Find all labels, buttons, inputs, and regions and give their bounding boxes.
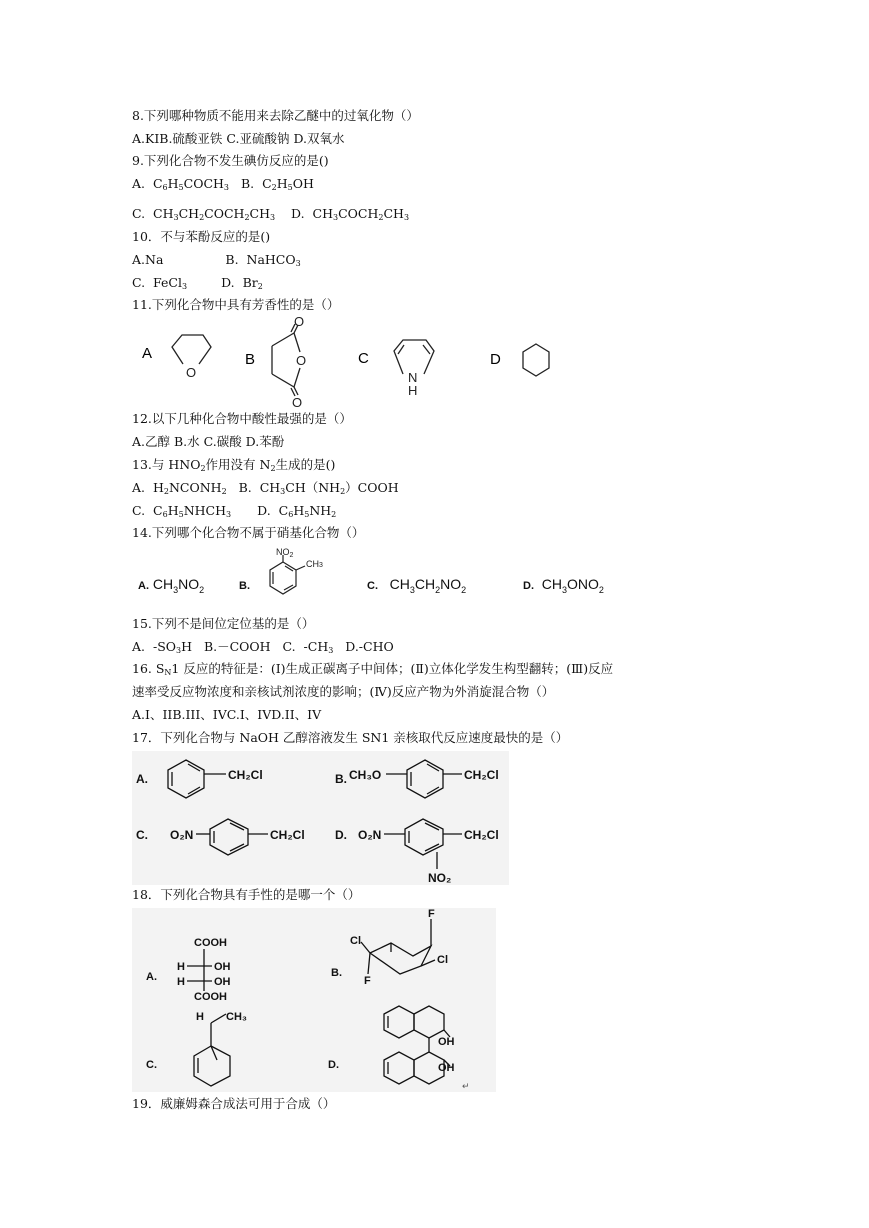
q11-b-ring-oxygen: O xyxy=(296,353,307,368)
q9-a-label: A. xyxy=(132,176,146,191)
q19-stem: 19．威廉姆森合成法可用于合成（） xyxy=(132,1096,336,1111)
q15-stem: 15.下列不是间位定位基的是（） xyxy=(132,616,315,631)
q9-c-formula: $CH_3CH_2COCH_2CH_3$ xyxy=(153,206,276,222)
q11-structures xyxy=(132,316,572,408)
q12-stem: 12.以下几种化合物中酸性最强的是（） xyxy=(132,411,352,426)
q15-d: D.-CHO xyxy=(345,639,394,654)
q16-line2: 速率受反应物浓度和亲核试剂浓度的影响；(Ⅳ)反应产物为外消旋混合物（） xyxy=(132,684,555,699)
q9-d-label: D. xyxy=(291,206,305,221)
q18-label-c: C. xyxy=(146,1059,157,1071)
q17-c-ch2cl: CH₂Cl xyxy=(270,828,305,842)
q14-a-label: A. xyxy=(138,580,149,592)
q17-label-b: B. xyxy=(335,772,347,786)
q14-d-formula: $CH_3ONO_2$ xyxy=(541,576,604,595)
q18-b-f-top: F xyxy=(428,908,435,920)
q15-a-formula: $-SO_3H$ xyxy=(152,639,193,655)
q17-label-d: D. xyxy=(335,828,347,842)
q12-options: A.乙醇 B.水 C.碳酸 D.苯酚 xyxy=(132,434,285,449)
q9-options-cd xyxy=(132,206,409,222)
q14-stem: 14.下列哪个化合物不属于硝基化合物（） xyxy=(132,525,365,540)
q17-b-ch3o: CH₃O xyxy=(349,768,382,782)
q11-pyrrole-ring xyxy=(394,340,434,374)
q9-c-label: C. xyxy=(132,206,146,221)
q14-option-a xyxy=(138,576,204,595)
q16-line1: 16. $S_N1$ 反应的特征是：(Ⅰ)生成正碳离子中间体；(Ⅱ)立体化学发生构型翻转；(Ⅲ)反应 xyxy=(132,661,614,677)
q13-c-formula: $C_6H_5NHCH_3$ xyxy=(153,503,232,519)
q15-a-label: A. xyxy=(132,639,146,654)
q10-c-label: C. xyxy=(132,275,146,290)
q18-label-a: A. xyxy=(146,971,157,983)
q13-stem: 13.与 $HNO_2$作用没有 $N_2$生成的是() xyxy=(132,457,336,473)
q13-options-cd xyxy=(132,503,336,519)
q15-b: B.－COOH xyxy=(203,639,271,654)
q17-d-no2: NO₂ xyxy=(428,871,452,885)
q18-a-cooh-top: COOH xyxy=(194,937,227,949)
q18-stem: 18．下列化合物具有手性的是哪一个（） xyxy=(132,887,361,902)
q18-c-h: H xyxy=(196,1011,204,1023)
q14-c-label: C. xyxy=(367,580,378,592)
q14-b-structure xyxy=(258,547,338,609)
q9-options-ab xyxy=(132,176,314,192)
q17-d-ch2cl: CH₂Cl xyxy=(464,828,499,842)
q15-c-formula: $-CH_3$ xyxy=(303,639,334,655)
q18-c-ch3: CH₃ xyxy=(226,1011,247,1023)
q11-label-d: D xyxy=(490,351,501,368)
q13-d-formula: $C_6H_5NH_2$ xyxy=(278,503,337,519)
q14-d-label: D. xyxy=(523,580,534,592)
q18-a-oh2: OH xyxy=(214,976,231,988)
q14-b-no2: $NO_2$ xyxy=(276,547,294,559)
q13-d-label: D. xyxy=(257,503,271,518)
q11-b-top-oxygen: O xyxy=(294,316,305,329)
q11-cyclohexane-ring xyxy=(523,344,549,376)
q17-label-a: A. xyxy=(136,772,148,786)
q11-label-c: C xyxy=(358,350,369,367)
q17-a-ch2cl: CH₂Cl xyxy=(228,768,263,782)
q15-c-label: C. xyxy=(282,639,296,654)
q14-c-formula: $CH_3CH_2NO_2$ xyxy=(389,576,467,595)
q11-label-a: A xyxy=(142,345,153,362)
q9-a-formula: $C_6H_5COCH_3$ xyxy=(152,176,230,192)
q17-b-ch2cl: CH₂Cl xyxy=(464,768,499,782)
q17-label-c: C. xyxy=(136,828,148,842)
q13-a-formula: $H_2NCONH_2$ xyxy=(152,480,227,496)
q18-a-h2: H xyxy=(177,976,185,988)
q14-option-c xyxy=(367,576,466,595)
q8-options: A.KIB.硫酸亚铁 C.亚硫酸钠 D.双氧水 xyxy=(132,131,345,146)
q11-c-nitrogen: N xyxy=(408,370,418,385)
q9-stem: 9.下列化合物不发生碘仿反应的是() xyxy=(132,153,329,168)
q9-b-formula: $C_2H_5OH$ xyxy=(262,176,314,192)
q14-b-ch3: CH3 xyxy=(306,559,323,569)
q13-b-formula: $CH_3CH(NH_2)COOH$ xyxy=(259,480,399,496)
q16-options: A.I、IIB.III、IVC.I、IVD.II、IV xyxy=(132,707,322,722)
q11-label-b: B xyxy=(245,351,256,368)
q18-b-f-bottom: F xyxy=(364,975,371,987)
q17-structures xyxy=(132,751,509,885)
q13-options-ab xyxy=(132,480,399,496)
q11-b-bottom-oxygen: O xyxy=(292,395,303,408)
q13-b-label: B. xyxy=(238,480,252,495)
q10-b-label: B. xyxy=(225,252,239,267)
q14-b-benzene-ring xyxy=(270,562,296,594)
q18-structures xyxy=(132,908,496,1092)
q13-a-label: A. xyxy=(132,480,146,495)
q10-c-formula: FeCl$_3$ xyxy=(153,275,188,291)
q18-d-oh-bottom: OH xyxy=(438,1062,455,1074)
q10-a: A.Na xyxy=(132,252,164,267)
q11-a-oxygen: O xyxy=(186,365,197,380)
return-mark-icon: ↵ xyxy=(462,1081,470,1091)
q9-b-label: B. xyxy=(240,176,255,191)
q18-b-cl-right: Cl xyxy=(437,954,448,966)
q11-stem: 11.下列化合物中具有芳香性的是（） xyxy=(132,297,340,312)
q8-stem: 8.下列哪种物质不能用来去除乙醚中的过氧化物（） xyxy=(132,108,419,123)
q10-options-cd xyxy=(132,275,263,291)
q10-d-label: D. xyxy=(221,275,235,290)
q17-c-o2n: O₂N xyxy=(170,828,194,842)
q10-d-formula: $Br_2$ xyxy=(242,275,263,291)
q10-b-formula: NaHCO$_3$ xyxy=(246,252,301,268)
q18-b-cl-left: Cl xyxy=(350,935,361,947)
q10-stem: 10．不与苯酚反应的是() xyxy=(132,229,271,244)
q9-d-formula: $CH_3COCH_2CH_3$ xyxy=(312,206,410,222)
q10-options-ab xyxy=(132,252,301,268)
q13-c-label: C. xyxy=(132,503,146,518)
q14-b-label: B. xyxy=(239,580,250,592)
q17-d-o2n: O₂N xyxy=(358,828,382,842)
q18-label-d: D. xyxy=(328,1059,339,1071)
q11-c-hydrogen: H xyxy=(408,383,418,398)
q17-stem: 17．下列化合物与 NaOH 乙醇溶液发生 SN1 亲核取代反应速度最快的是（） xyxy=(132,730,569,745)
q14-option-d xyxy=(523,576,604,595)
q15-options xyxy=(132,639,394,655)
q18-a-h1: H xyxy=(177,961,185,973)
q18-label-b: B. xyxy=(331,967,342,979)
q18-d-oh-top: OH xyxy=(438,1036,455,1048)
q18-a-cooh-bottom: COOH xyxy=(194,991,227,1003)
q18-a-oh1: OH xyxy=(214,961,231,973)
q14-a-formula: $CH_3NO_2$ xyxy=(152,576,205,595)
q11-thf-ring xyxy=(172,335,211,364)
